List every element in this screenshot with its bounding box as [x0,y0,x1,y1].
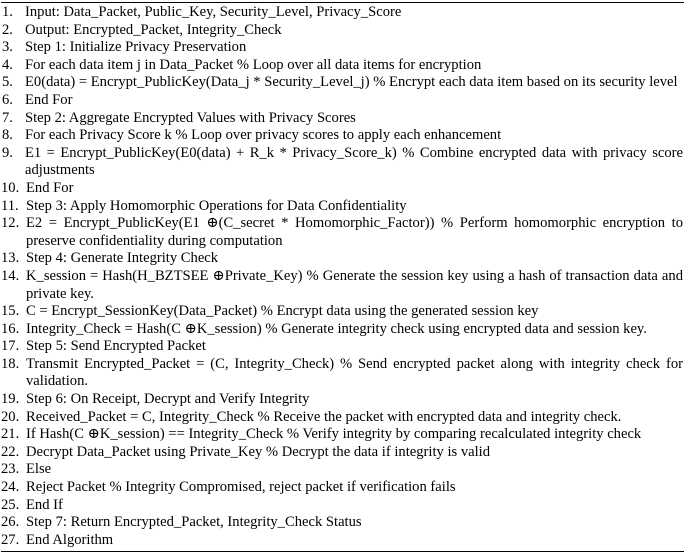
line-text: E1 = Encrypt_PublicKey(E0(data) + R_k * Privacy_Score_k) % Combine encrypted data with privacy score adjustments [25,144,683,179]
algorithm-line [1,303,684,321]
algorithm-line [1,198,684,216]
line-number: 18. [1,355,20,372]
algorithm-line [1,532,684,550]
line-text: E2 = Encrypt_PublicKey(E1 ⊕(C_secret * Homomorphic_Factor)) % Perform homomorphic encryption to preserve confidentiality during computation [26,215,683,249]
line-text: End For [25,91,73,108]
line-number: 17. [1,338,20,355]
line-number: 25. [1,496,20,513]
line-number: 4. [2,56,13,73]
algorithm-line [1,321,684,339]
algorithm-line [1,180,684,198]
line-number: 26. [1,514,20,531]
algorithm-line [1,391,684,409]
algorithm-line [1,145,684,180]
algorithm-line [1,338,684,356]
line-number: 23. [1,461,20,478]
line-text: End For [26,179,74,196]
algorithm-line [1,39,684,57]
line-text: C = Encrypt_SessionKey(Data_Packet) % Encrypt data using the generated session key [26,303,539,320]
line-number: 21. [1,426,20,443]
line-number: 16. [1,320,20,337]
line-number: 8. [2,127,13,144]
line-number: 11. [1,197,19,214]
line-text: End Algorithm [26,531,114,548]
line-text: Step 4: Generate Integrity Check [26,250,219,267]
line-number: 10. [1,179,20,196]
line-text: For each data item j in Data_Packet % Loop over all data items for encryption [25,56,482,73]
line-text: Step 7: Return Encrypted_Packet, Integrity_Check Status [26,514,362,531]
algorithm-line [1,22,684,40]
algorithm-line [1,268,684,303]
line-text: Decrypt Data_Packet using Private_Key % Decrypt the data if integrity is valid [26,443,491,460]
line-text: Received_Packet = C, Integrity_Check % Receive the packet with encrypted data and integrity check. [26,408,622,425]
line-number: 15. [1,303,20,320]
algorithm-line [1,4,684,22]
line-text: Step 3: Apply Homomorphic Operations for Data Confidentiality [26,197,407,214]
algorithm-line [1,356,684,391]
line-number: 20. [1,408,20,425]
line-number: 9. [2,144,13,161]
algorithm-line [1,514,684,532]
algorithm-line [1,461,684,479]
line-number: 13. [1,250,20,267]
algorithm-line [1,444,684,462]
line-text: If Hash(C ⊕K_session) == Integrity_Check % Verify integrity by comparing recalculated integrity check [26,426,642,443]
line-text: End If [26,496,63,513]
line-number: 7. [2,109,13,126]
line-number: 22. [1,443,20,460]
line-text: E0(data) = Encrypt_PublicKey(Data_j * Security_Level_j) % Encrypt each data item based on its security level [25,74,678,91]
line-number: 24. [1,479,20,496]
line-text: Input: Data_Packet, Public_Key, Security_Level, Privacy_Score [25,4,402,20]
line-number: 1. [2,4,13,20]
line-number: 27. [1,531,20,548]
algorithm-box [1,2,684,552]
line-text: Output: Encrypted_Packet, Integrity_Check [25,21,282,38]
algorithm-line [1,215,684,250]
algorithm-line [1,409,684,427]
line-number: 6. [2,91,13,108]
line-number: 5. [2,74,13,91]
line-text: Step 1: Initialize Privacy Preservation [25,39,247,56]
line-text: Integrity_Check = Hash(C ⊕K_session) % Generate integrity check using encrypted data and session key. [26,320,647,337]
algorithm-line [1,497,684,515]
algorithm-line [1,92,684,110]
line-number: 3. [2,39,13,56]
line-text: Step 6: On Receipt, Decrypt and Verify Integrity [26,391,310,408]
algorithm-line [1,74,684,92]
line-text: Transmit Encrypted_Packet = (C, Integrity_Check) % Send encrypted packet along with integrity check for validation. [26,355,683,390]
line-text: Step 5: Send Encrypted Packet [26,338,206,355]
algorithm-line [1,250,684,268]
line-text: For each Privacy Score k % Loop over privacy scores to apply each enhancement [25,127,502,144]
line-number: 2. [2,21,13,38]
algorithm-line [1,57,684,75]
line-text: Step 2: Aggregate Encrypted Values with Privacy Scores [25,109,356,126]
algorithm-line [1,479,684,497]
line-number: 12. [1,215,20,232]
line-number: 19. [1,391,20,408]
line-text: Else [26,461,52,478]
algorithm-line [1,426,684,444]
algorithm-line [1,110,684,128]
algorithm-line [1,127,684,145]
line-text: Reject Packet % Integrity Compromised, reject packet if verification fails [26,479,456,496]
line-text: K_session = Hash(H_BZTSEE ⊕Private_Key) % Generate the session key using a hash of transaction data and private key. [26,267,683,302]
line-number: 14. [1,267,20,284]
